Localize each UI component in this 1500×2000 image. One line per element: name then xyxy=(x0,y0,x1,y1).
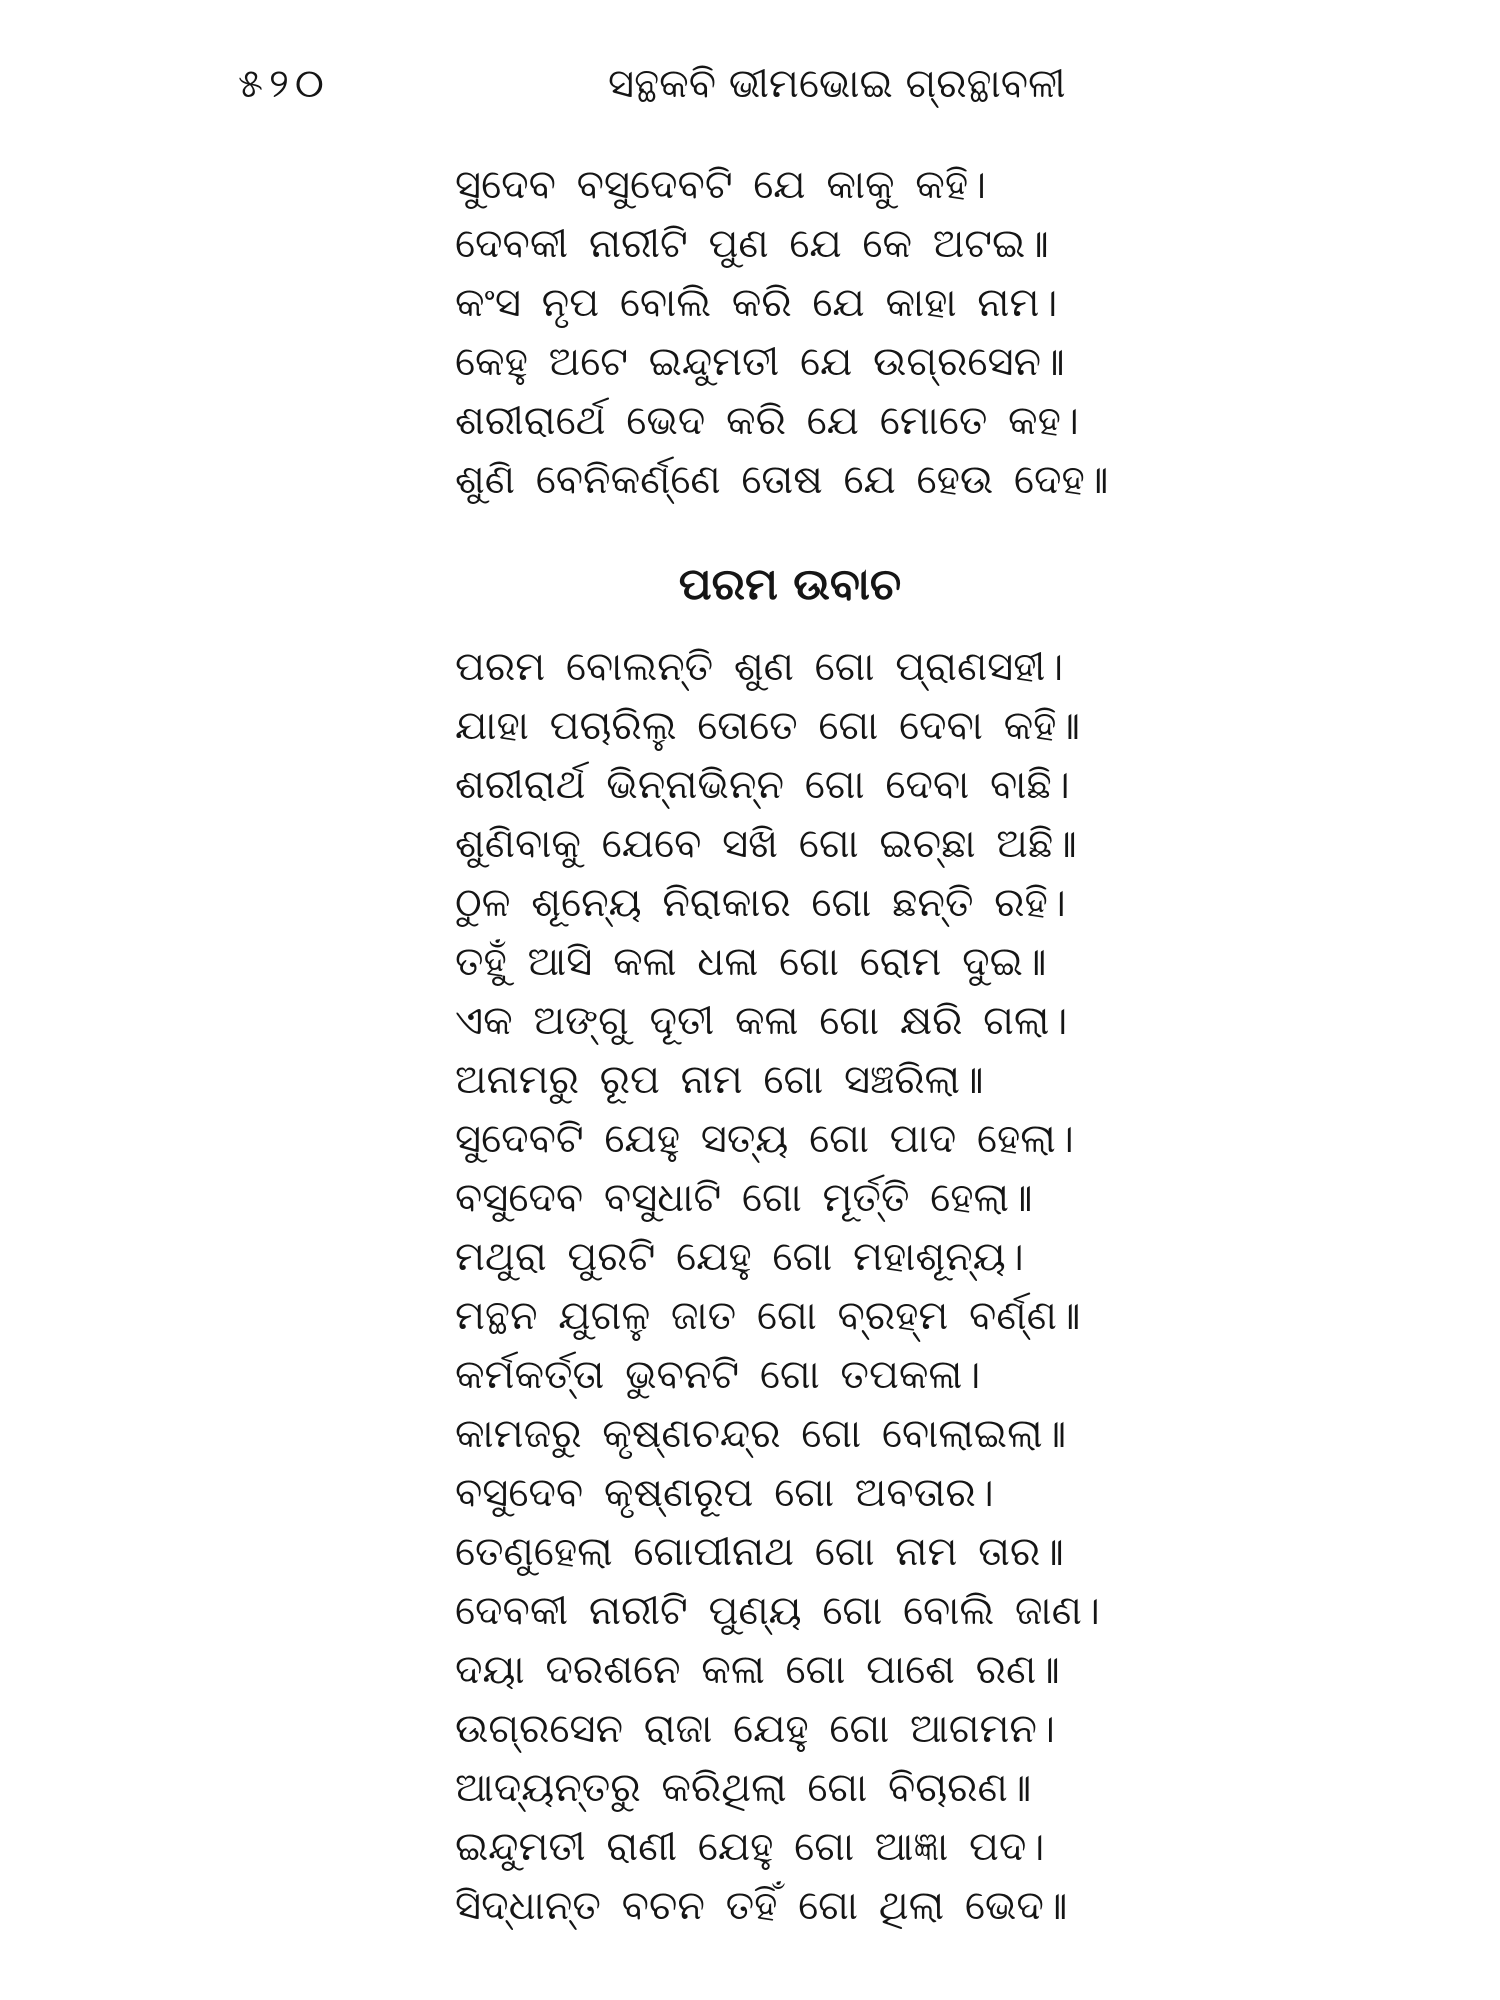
verse-line: ଅନାମରୁ ରୂପ ନାମ ଗୋ ସଞ୍ଚରିଲା॥ xyxy=(455,1057,984,1103)
verse-line: ଆଦ୍ୟନ୍ତରୁ କରିଥିଲା ଗୋ ବିଚାରଣ॥ xyxy=(455,1765,1032,1811)
verse-line: ଶୁଣିବାକୁ ଯେବେ ସଖି ଗୋ ଇଚ୍ଛା ଅଛି॥ xyxy=(455,821,1077,867)
stanza-2 xyxy=(455,638,1415,1936)
stanza-1 xyxy=(455,156,1415,510)
verse-line: କେହୁ ଅଟେ ଇନ୍ଦୁମତୀ ଯେ ଉଗ୍ରସେନ॥ xyxy=(455,339,1065,385)
verse-line: ମଥୁରା ପୁରଟି ଯେହୁ ଗୋ ମହାଶୂନ୍ୟ। xyxy=(455,1234,1024,1280)
page-number: ୫୨୦ xyxy=(238,61,330,107)
verse-line: ଦେବକୀ ନାରୀଟି ପୁଣ ଯେ କେ ଅଟଇ॥ xyxy=(455,221,1049,267)
verse-line: କଂସ ନୃପ ବୋଲି କରି ଯେ କାହା ନାମ। xyxy=(455,280,1058,326)
verse-line: ଦେବକୀ ନାରୀଟି ପୁଣ୍ୟ ଗୋ ବୋଲି ଜାଣ। xyxy=(455,1588,1100,1634)
verse-line: ଶୁଣି ବେନିକର୍ଣ୍ଣେ ତୋଷ ଯେ ହେଉ ଦେହ॥ xyxy=(455,457,1109,503)
verse-line: ସୁଦେବ ବସୁଦେବଟି ଯେ କାକୁ କହି। xyxy=(455,162,987,208)
verse-line: ଯାହା ପଚାରିଲୁ ତୋତେ ଗୋ ଦେବା କହି॥ xyxy=(455,703,1081,749)
verse-line: ଠୁଳ ଶୂନ୍ୟେ ନିରାକାର ଗୋ ଛନ୍ତି ରହି। xyxy=(455,880,1066,926)
verse-line: ବସୁଦେବ ବସୁଧାଟି ଗୋ ମୂର୍ତ୍ତି ହେଲା॥ xyxy=(455,1175,1033,1221)
running-title: ସନ୍ଥକବି ଭୀମଭୋଇ ଗ୍ରନ୍ଥାବଳୀ xyxy=(608,61,1066,107)
verse-line: ତେଣୁହେଲା ଗୋପୀନାଥ ଗୋ ନାମ ତାର॥ xyxy=(455,1529,1064,1575)
verse-line: କାମଜରୁ କୃଷ୍ଣଚନ୍ଦ୍ର ଗୋ ବୋଲାଇଲା॥ xyxy=(455,1411,1067,1457)
verse-line: କର୍ମକର୍ତ୍ତା ଭୁବନଟି ଗୋ ତପକଳା। xyxy=(455,1352,981,1398)
verse-line: ଶରୀରାର୍ଥ ଭିନ୍ନାଭିନ୍ନ ଗୋ ଦେବା ବାଛି। xyxy=(455,762,1070,808)
verse-line: ବସୁଦେବ କୃଷ୍ଣରୂପ ଗୋ ଅବତାର। xyxy=(455,1470,994,1516)
verse-line: ଦୟା ଦରଶନେ କଳା ଗୋ ପାଶେ ରଣ॥ xyxy=(455,1647,1060,1693)
verse-line: ପରମ ବୋଲନ୍ତି ଶୁଣ ଗୋ ପ୍ରାଣସହୀ। xyxy=(455,644,1064,690)
verse-line: ସୁଦେବଟି ଯେହୁ ସତ୍ୟ ଗୋ ପାଦ ହେଲା। xyxy=(455,1116,1074,1162)
verse-line: ଶରୀରାର୍ଥେ ଭେଦ କରି ଯେ ମୋତେ କହ। xyxy=(455,398,1079,444)
verse-line: ଏକ ଅଙ୍ଗୁ ଦୂତୀ କଳା ଗୋ କ୍ଷରି ଗଲା। xyxy=(455,998,1068,1044)
section-heading: ପରମ ଉବାଚ xyxy=(678,559,902,610)
verse-line: ତହୁଁ ଆସି କଳା ଧଳା ଗୋ ରୋମ ଦୁଇ॥ xyxy=(455,939,1047,985)
verse-line: ଇନ୍ଦୁମତୀ ରାଣୀ ଯେହୁ ଗୋ ଆଜ୍ଞା ପଦ। xyxy=(455,1824,1045,1870)
verse-line: ସିଦ୍ଧାନ୍ତ ବଚନ ତହିଁ ଗୋ ଥିଲା ଭେଦ॥ xyxy=(455,1883,1068,1929)
verse-line: ମନ୍ଥନ ଯୁଗଳୁ ଜାତ ଗୋ ବ୍ରହ୍ମ ବର୍ଣ୍ଣ॥ xyxy=(455,1293,1081,1339)
verse-line: ଉଗ୍ରସେନ ରାଜା ଯେହୁ ଗୋ ଆଗମନ। xyxy=(455,1706,1055,1752)
page-header xyxy=(0,48,1500,118)
